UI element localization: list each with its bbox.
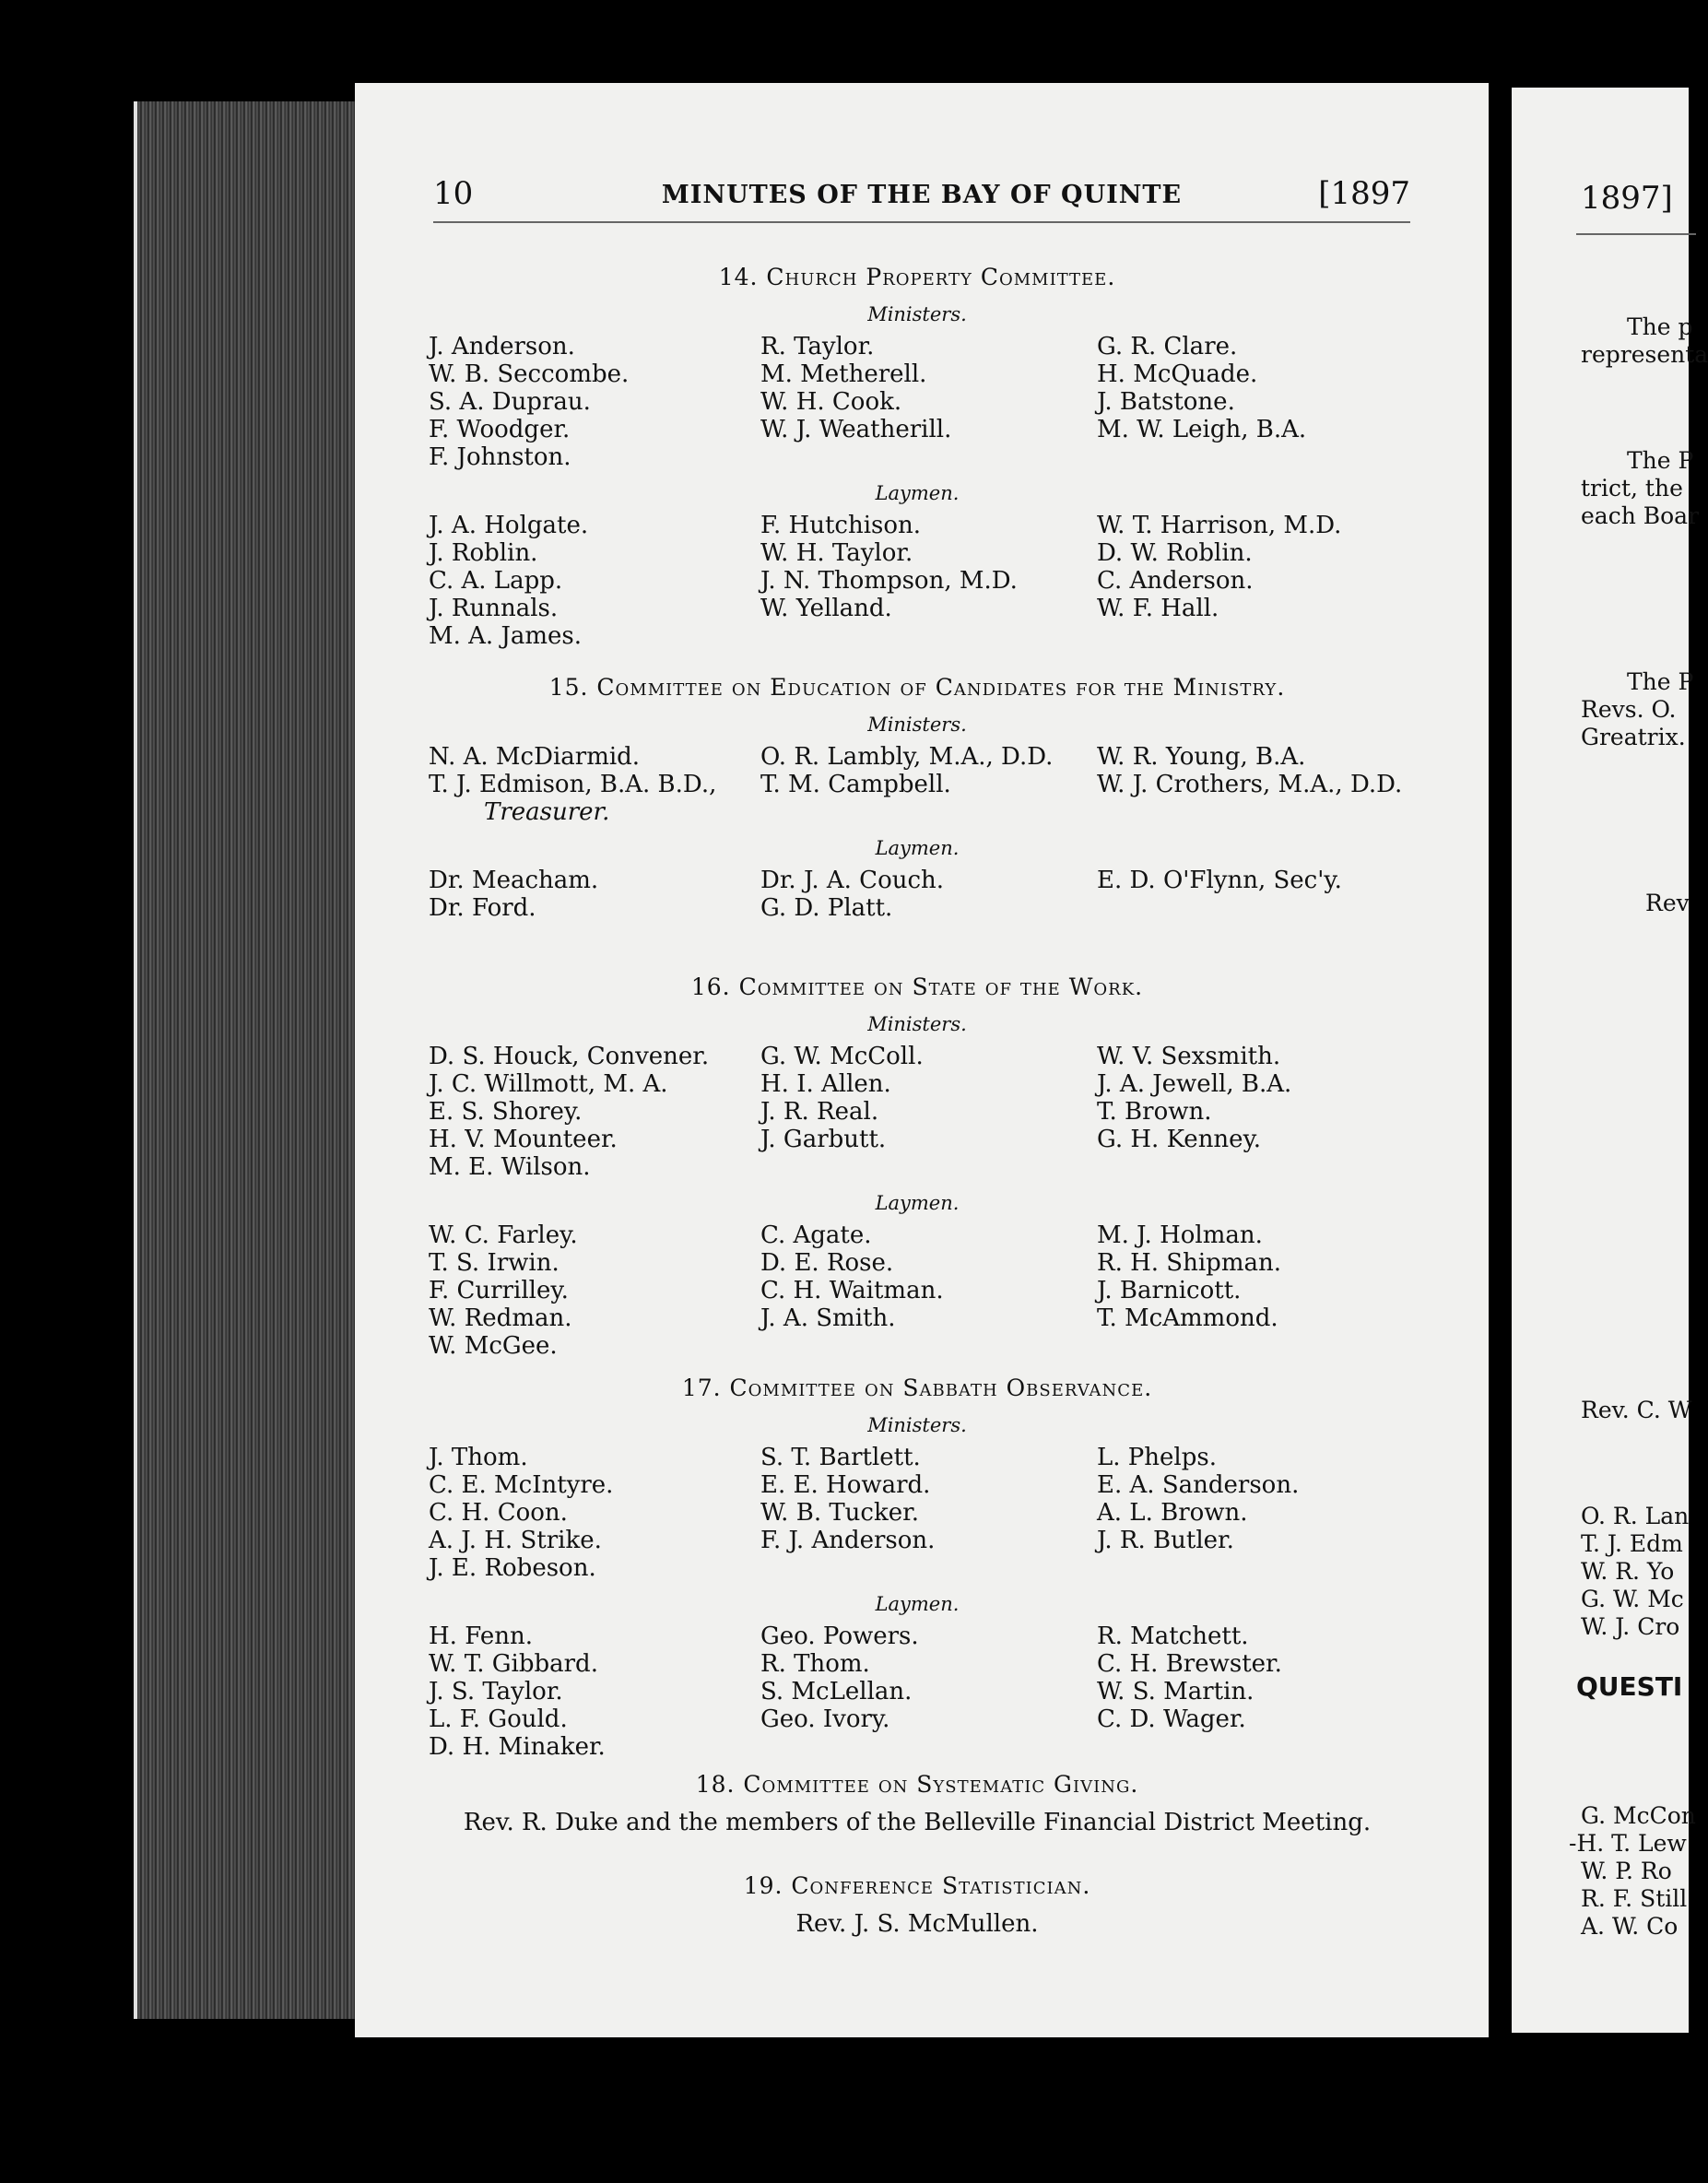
text-fragment: Rev. C. W <box>1581 1397 1692 1423</box>
text-fragment: A. W. Co <box>1581 1913 1679 1940</box>
section-16 <box>429 973 1406 1369</box>
name: W. S. Martin. <box>1097 1678 1254 1705</box>
laymen-label: Laymen. <box>875 1192 960 1214</box>
name: Geo. Ivory. <box>760 1705 890 1733</box>
name: M. W. Leigh, B.A. <box>1097 416 1307 443</box>
text-fragment: QUESTI <box>1576 1671 1683 1702</box>
section-text: Rev. J. S. McMullen. <box>795 1910 1039 1938</box>
text-fragment: -H. T. Lew <box>1569 1830 1687 1857</box>
name: F. Currilley. <box>429 1277 569 1304</box>
ministers-label: Ministers. <box>867 1013 967 1035</box>
section-15 <box>429 673 1406 931</box>
name: W. Redman. <box>429 1304 572 1332</box>
section-heading: 18. Committee on Systematic Giving. <box>695 1771 1139 1798</box>
right-page <box>1512 88 1708 2033</box>
section-heading: 15. Committee on Education of Candidates for the Ministry. <box>548 674 1286 701</box>
name: D. W. Roblin. <box>1097 539 1253 567</box>
name: C. Agate. <box>760 1221 872 1249</box>
name: F. Woodger. <box>429 416 571 443</box>
name: T. J. Edmison, B.A. B.D., <box>429 771 717 798</box>
text-fragment: Revs. O. <box>1581 696 1677 723</box>
laymen-label: Laymen. <box>875 482 960 504</box>
ministers-list <box>429 1444 1406 1582</box>
text-fragment: representa <box>1581 341 1708 368</box>
name: W. B. Tucker. <box>760 1499 919 1527</box>
name: Dr. Meacham. <box>429 867 599 894</box>
name: C. Anderson. <box>1097 567 1254 595</box>
text-fragment: T. J. Edm <box>1581 1530 1683 1557</box>
name: C. H. Brewster. <box>1097 1650 1282 1678</box>
name: D. S. Houck, Convener. <box>429 1043 710 1070</box>
name: T. S. Irwin. <box>429 1249 560 1277</box>
text-fragment: R. F. Still <box>1581 1885 1688 1912</box>
name: L. F. Gould. <box>429 1705 568 1733</box>
section-heading: 19. Conference Statistician. <box>743 1872 1091 1899</box>
name: S. A. Duprau. <box>429 388 591 416</box>
name: W. R. Young, B.A. <box>1097 743 1306 771</box>
name: J. Anderson. <box>429 333 575 360</box>
name: S. McLellan. <box>760 1678 913 1705</box>
text-fragment: trict, the <box>1581 475 1683 502</box>
ministers-label: Ministers. <box>867 303 967 325</box>
name: W. T. Gibbard. <box>429 1650 598 1678</box>
name: M. Metherell. <box>760 360 927 388</box>
name: Dr. Ford. <box>429 894 536 922</box>
text-fragment: each Boar <box>1581 502 1700 529</box>
page-year: [1897 <box>1318 175 1410 212</box>
name: S. T. Bartlett. <box>760 1444 921 1471</box>
book-page-edges <box>134 101 359 2019</box>
name: W. F. Hall. <box>1097 595 1219 622</box>
name: G. W. McColl. <box>760 1043 924 1070</box>
name: J. A. Holgate. <box>429 512 589 539</box>
name: W. H. Taylor. <box>760 539 913 567</box>
name: O. R. Lambly, M.A., D.D. <box>760 743 1054 771</box>
name: C. H. Waitman. <box>760 1277 944 1304</box>
section-17 <box>429 1374 1406 1770</box>
ministers-label: Ministers. <box>867 714 967 736</box>
name: T. McAmmond. <box>1097 1304 1278 1332</box>
text-fragment: The P <box>1627 447 1694 474</box>
section-text: Rev. R. Duke and the members of the Belleville Financial District Meeting. <box>463 1809 1372 1836</box>
name: J. N. Thompson, M.D. <box>760 567 1018 595</box>
name: C. H. Coon. <box>429 1499 568 1527</box>
name: A. L. Brown. <box>1097 1499 1248 1527</box>
ministers-list <box>429 333 1406 471</box>
name: E. S. Shorey. <box>429 1098 583 1126</box>
name: L. Phelps. <box>1097 1444 1217 1471</box>
right-page-rule <box>1576 233 1696 235</box>
name: G. R. Clare. <box>1097 333 1238 360</box>
laymen-list <box>429 1221 1406 1360</box>
laymen-label: Laymen. <box>875 837 960 859</box>
name: H. Fenn. <box>429 1622 533 1650</box>
text-fragment: The p <box>1627 313 1693 340</box>
section-14 <box>429 263 1406 659</box>
name: M. J. Holman. <box>1097 1221 1263 1249</box>
name: J. R. Real. <box>760 1098 879 1126</box>
name: J. C. Willmott, M. A. <box>429 1070 668 1098</box>
page-number: 10 <box>433 175 474 212</box>
name: Geo. Powers. <box>760 1622 919 1650</box>
name: E. D. O'Flynn, Sec'y. <box>1097 867 1342 894</box>
name: G. H. Kenney. <box>1097 1126 1262 1153</box>
name: W. Yelland. <box>760 595 892 622</box>
name: W. J. Weatherill. <box>760 416 952 443</box>
name: J. Batstone. <box>1097 388 1235 416</box>
name: W. J. Crothers, M.A., D.D. <box>1097 771 1403 798</box>
text-fragment: W. P. Ro <box>1581 1858 1672 1884</box>
name: W. McGee. <box>429 1332 558 1360</box>
name: T. Brown. <box>1097 1098 1212 1126</box>
name: J. R. Butler. <box>1097 1527 1234 1554</box>
section-18 <box>429 1770 1406 1846</box>
name: R. Thom. <box>760 1650 870 1678</box>
name: R. H. Shipman. <box>1097 1249 1281 1277</box>
name: F. Hutchison. <box>760 512 922 539</box>
section-heading: 14. Church Property Committee. <box>718 264 1116 290</box>
treasurer-note: Treasurer. <box>484 798 610 826</box>
name: F. J. Anderson. <box>760 1527 936 1554</box>
name: J. Runnals. <box>429 595 559 622</box>
name: A. J. H. Strike. <box>429 1527 602 1554</box>
laymen-list <box>429 867 1406 922</box>
name: D. H. Minaker. <box>429 1733 606 1761</box>
ministers-list <box>429 1043 1406 1181</box>
name: J. Garbutt. <box>760 1126 887 1153</box>
name: C. A. Lapp. <box>429 567 563 595</box>
name: R. Taylor. <box>760 333 875 360</box>
name: G. D. Platt. <box>760 894 893 922</box>
name: M. A. James. <box>429 622 583 650</box>
name: J. Barnicott. <box>1097 1277 1242 1304</box>
text-fragment: G. McCon <box>1581 1802 1696 1829</box>
laymen-list <box>429 512 1406 650</box>
name: W. H. Cook. <box>760 388 902 416</box>
text-fragment: W. R. Yo <box>1581 1558 1675 1585</box>
name: W. T. Harrison, M.D. <box>1097 512 1342 539</box>
running-head <box>433 175 1410 223</box>
name: D. E. Rose. <box>760 1249 894 1277</box>
text-fragment: W. J. Cro <box>1581 1613 1680 1640</box>
name: N. A. McDiarmid. <box>429 743 641 771</box>
name: H. V. Mounteer. <box>429 1126 618 1153</box>
laymen-list <box>429 1622 1406 1761</box>
name: J. S. Taylor. <box>429 1678 563 1705</box>
name: F. Johnston. <box>429 443 571 471</box>
name: M. E. Wilson. <box>429 1153 591 1181</box>
name: W. B. Seccombe. <box>429 360 630 388</box>
name: J. A. Jewell, B.A. <box>1097 1070 1292 1098</box>
text-fragment: Greatrix. <box>1581 724 1686 750</box>
ministers-list <box>429 743 1406 826</box>
name: H. McQuade. <box>1097 360 1258 388</box>
name: C. D. Wager. <box>1097 1705 1246 1733</box>
name: J. E. Robeson. <box>429 1554 596 1582</box>
text-fragment: Rev <box>1645 890 1690 916</box>
name: E. E. Howard. <box>760 1471 931 1499</box>
text-fragment: G. W. Mc <box>1581 1586 1684 1612</box>
name: W. C. Farley. <box>429 1221 578 1249</box>
ministers-label: Ministers. <box>867 1414 967 1436</box>
laymen-label: Laymen. <box>875 1593 960 1615</box>
name: J. A. Smith. <box>760 1304 896 1332</box>
name: T. M. Campbell. <box>760 771 951 798</box>
section-heading: 17. Committee on Sabbath Observance. <box>681 1375 1153 1401</box>
text-fragment: The P <box>1627 668 1694 695</box>
name: E. A. Sanderson. <box>1097 1471 1300 1499</box>
right-page-year: 1897] <box>1581 180 1673 217</box>
section-19 <box>429 1871 1406 1947</box>
name: J. Roblin. <box>429 539 538 567</box>
page-title: MINUTES OF THE BAY OF QUINTE <box>661 181 1183 209</box>
section-heading: 16. Committee on State of the Work. <box>690 974 1144 1000</box>
name: R. Matchett. <box>1097 1622 1249 1650</box>
name: H. I. Allen. <box>760 1070 891 1098</box>
text-fragment: O. R. Lan <box>1581 1503 1690 1529</box>
name: W. V. Sexsmith. <box>1097 1043 1281 1070</box>
name: J. Thom. <box>429 1444 528 1471</box>
name: C. E. McIntyre. <box>429 1471 614 1499</box>
left-page <box>355 83 1489 2037</box>
name: Dr. J. A. Couch. <box>760 867 945 894</box>
